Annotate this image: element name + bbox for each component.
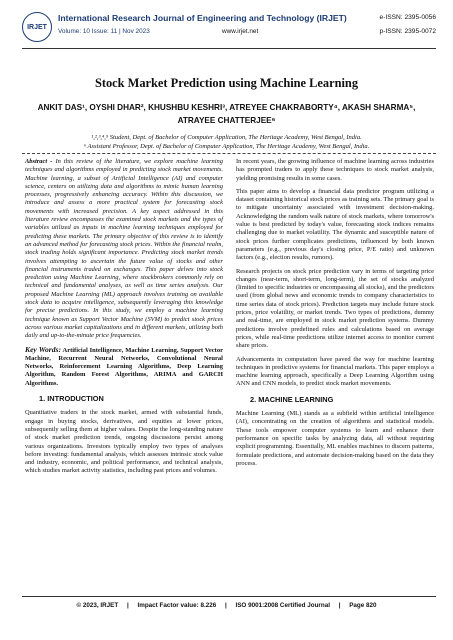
affiliations (24, 133, 429, 151)
header-divider (22, 48, 436, 49)
right-column (236, 158, 434, 473)
footer-divider (22, 596, 436, 597)
keywords-text: Artificial Intelligence, Machine Learning, Support Vector Machine, Recurrent Neural Networks, Convolutional Neural Networks, Reinforcement Learning Algorithms, Deep Learning Algorithm, Random Forest Algorithms, ARIMA and GARCH Algorithms. (25, 346, 223, 387)
section-heading-machine-learning: 2. MACHINE LEARNING (250, 394, 334, 404)
affiliation-students: ¹,²,³,⁴,⁵ Student, Dept. of Bachelor of Computer Application, The Heritage Academy, West Bengal, India. (91, 134, 362, 141)
keywords-label: Key Words: (25, 344, 62, 354)
right-paragraph-3: Research projects on stock price prediction vary in terms of targeting price changes (near-term, short-term, long-term), the set of stocks analyzed (limited to specific industries or encompassing all stocks), and the predictors used (from global news and economic trends to company characteristics to time series data of stock prices). Prediction targets may include future stock prices, price volatility, or market trends. Two types of predictions, dummy and real-time, are employed in stock market prediction systems. Dummy predictions involve predefined rules and calculations based on average prices, while real-time predictions utilize internet access to monitor current share prices. (236, 267, 434, 350)
abstract-label: Abstract - (25, 158, 53, 165)
right-paragraph-1: In recent years, the growing influence of machine learning across industries has prompted traders to apply these techniques to stock market analysis, yielding promising results in some cases. (236, 158, 434, 182)
irjet-logo: IRJET (22, 12, 52, 42)
abstract-text: In this review of the literature, we explore machine learning techniques and algorithms employed in predicting stock market movements. Machine learning, a subset of Artificial Intelligence (AI) and computer science, centers on utilizing data and algorithms to mimic human learning processes, progressively enhancing accuracy. Within this discussion, we introduce and assess a more practical system for forecasting stock movements with increased precision. A key aspect addressed in this literature review encompasses the examined stock markets and the types of variables utilized as inputs in machine learning techniques employed for predicting these markets. The primary objective of this review is to identify an advanced method for forecasting stock prices. Within the financial realm, stock trading holds significant importance. Predicting stock market trends involves attempting to ascertain the future value of stocks and other financial instruments traded on exchanges. This paper delves into stock prediction using Machine Learning, where stockbrokers commonly rely on technical and fundamental analyses, as well as time series analysis. Our proposed Machine Learning (ML) approach involves training on available stock data to acquire intelligence, subsequently leveraging this knowledge for precise predictions. In this study, we employ a machine learning technique known as Support Vector Machine (SVM) to predict stock prices across various market capitalizations and in different markets, utilizing both daily and up-to-the-minute price frequencies. (25, 158, 223, 340)
right-paragraph-4: Advancements in computation have paved the way for machine learning techniques in predictive systems for financial markets. This paper employs a machine learning approach, specifically a Deep Learning Algorithm using ANN and CNN models, to predict stock market movements. (236, 355, 434, 388)
journal-title: International Research Journal of Engineering and Technology (IRJET) (58, 13, 347, 23)
introduction-paragraph: Quantitative traders in the stock market, armed with substantial funds, engage in buying stocks, derivatives, and equities at lower prices, subsequently selling them at higher values. Despite the long-standing nature of stock market prediction trends, ongoing discussions persist among various organizations. Investors typically employ two types of analyses before investing: fundamental analysis, which assesses intrinsic stock value and industry, economic, and political performance, and technical analysis, which studies market activity statistics, including past prices and volumes. (25, 409, 223, 475)
section-heading-introduction: 1. INTRODUCTION (39, 394, 104, 404)
author-list (30, 101, 423, 127)
p-issn: p-ISSN: 2395-0072 (379, 28, 436, 35)
journal-url[interactable]: www.irjet.net (222, 28, 259, 35)
authors-line-1: ANKIT DAS¹, OYSHI DHAR², KHUSHBU KESHRI³, ATREYEE CHAKRABORTY⁴, AKASH SHARMA⁵, (37, 103, 416, 112)
keywords-paragraph (25, 346, 223, 388)
section-separator (22, 153, 436, 154)
e-issn: e-ISSN: 2395-0056 (379, 14, 436, 21)
right-paragraph-2: This paper aims to develop a financial data predictor program utilizing a dataset containing historical stock prices as training sets. The primary goal is to mitigate uncertainty associated with investment decision-making. Acknowledging the random walk nature of stock markets, where tomorrow's value is best predicted by today's value, forecasting stock indices remains challenging due to market volatility. The dynamic and susceptible nature of stock prices further complicates predictions, influenced by both known parameters (e.g., previous day's closing price, P/E ratio) and unknown factors (e.g., election results, rumors). (236, 187, 434, 262)
volume-issue: Volume: 10 Issue: 11 | Nov 2023 (58, 28, 150, 35)
affiliation-professor: ⁶ Assistant Professor, Dept. of Bachelor of Computer Application, The Heritage Academy, West Bengal, India. (83, 143, 370, 150)
paper-title: Stock Market Prediction using Machine Learning (94, 76, 359, 90)
page-footer: © 2023, IRJET | Impact Factor value: 8.226 | ISO 9001:2008 Certified Journal | Page 820 (76, 602, 377, 609)
authors-line-2: ATRAYEE CHATTERJEE⁶ (177, 116, 276, 125)
journal-header (22, 10, 436, 46)
right-paragraph-5: Machine Learning (ML) stands as a subfield within artificial intelligence (AI), concentrating on the creation of algorithms and statistical models. These tools empower computer systems to learn and enhance their performance on specific tasks by analyzing data, all without requiring explicit programming. Essentially, ML enables machines to discern patterns, formulate predictions, and automate decision-making based on the data they process. (236, 410, 434, 467)
abstract-paragraph (25, 158, 223, 341)
left-column (25, 158, 223, 481)
